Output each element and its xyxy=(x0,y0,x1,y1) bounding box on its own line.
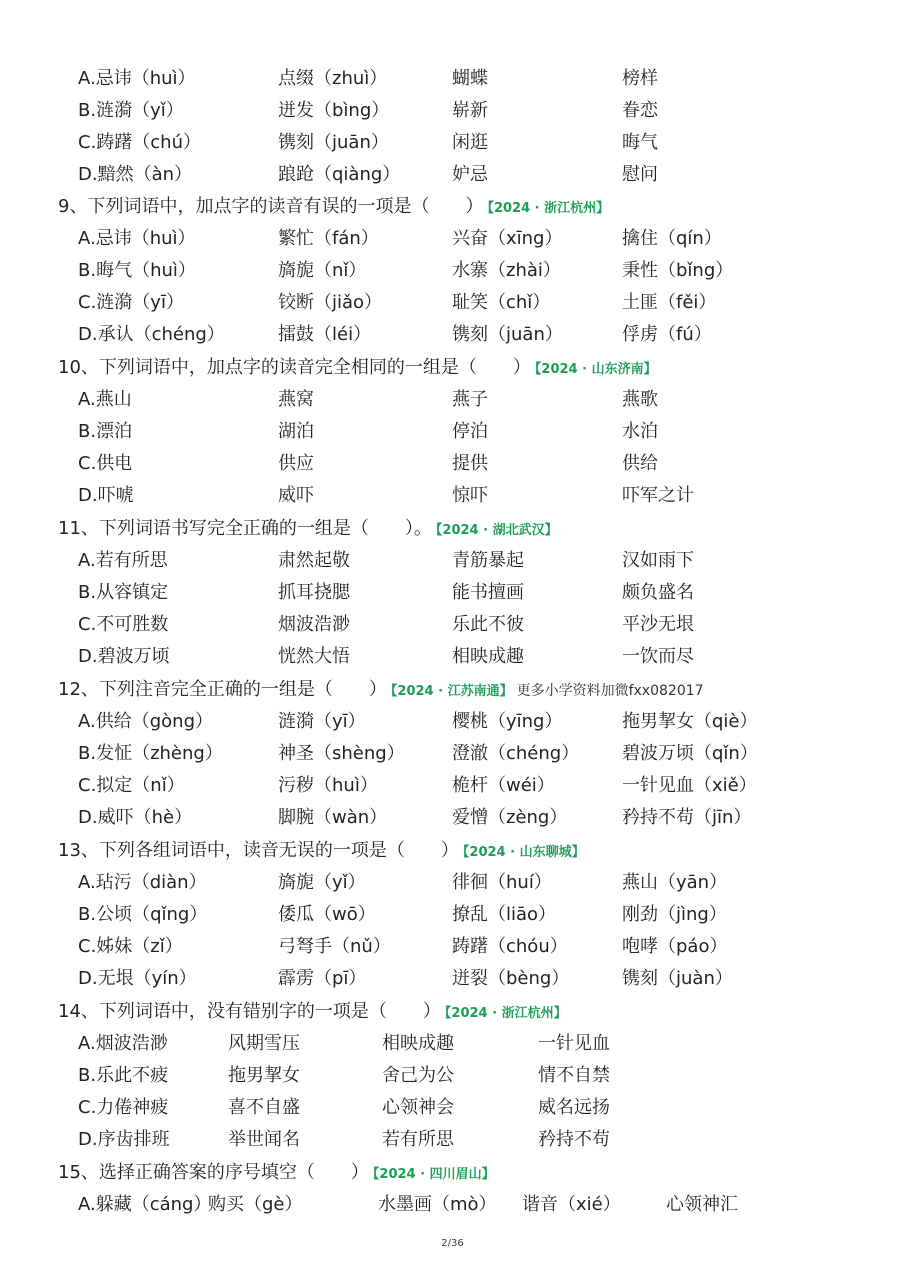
option-label-cell: B.从容镇定 xyxy=(78,582,169,603)
page-number: 2/36 xyxy=(441,1238,464,1249)
word-cell: 燕窝 xyxy=(278,389,314,410)
option-label-cell: A.忌讳（huì） xyxy=(78,68,196,89)
option-label-cell: D.威吓（hè） xyxy=(78,807,193,828)
question-text: 13、下列各组词语中，读音无误的一项是（ ） xyxy=(58,840,459,861)
word-cell: 擒住（qín） xyxy=(622,228,722,249)
source-tag: 【2024 · 四川眉山】 xyxy=(372,1167,495,1182)
word-cell: 澄澈（chéng） xyxy=(452,743,580,764)
word-cell: 土匪（fěi） xyxy=(622,292,717,313)
question-text: 12、下列注音完全正确的一组是（ ） xyxy=(58,679,387,700)
word-cell: 燕山（yān） xyxy=(622,872,728,893)
word-cell: 一针见血（xiě） xyxy=(622,775,757,796)
option-label-cell: A.若有所思 xyxy=(78,550,168,571)
option-row xyxy=(0,223,905,255)
word-cell: 情不自禁 xyxy=(538,1065,610,1086)
word-cell: 涟漪（yī） xyxy=(278,711,366,732)
option-label-cell: B.公顷（qǐng） xyxy=(78,904,208,925)
option-row xyxy=(0,319,905,351)
question-wrap xyxy=(58,996,567,1030)
option-row xyxy=(0,255,905,287)
question-line xyxy=(0,1157,905,1189)
word-cell: 一针见血 xyxy=(538,1033,610,1054)
source-tag: 【2024 · 湖北武汉】 xyxy=(435,523,558,538)
question-line xyxy=(0,513,905,545)
word-cell: 镌刻（juān） xyxy=(452,324,563,345)
option-label-cell: A.玷污（diàn） xyxy=(78,872,207,893)
option-label-cell: D.黯然（àn） xyxy=(78,164,193,185)
word-cell: 一饮而尽 xyxy=(622,646,694,667)
option-label-cell: C.踌躇（chú） xyxy=(78,132,202,153)
option-label-cell: B.涟漪（yǐ） xyxy=(78,100,184,121)
word-cell: 威吓 xyxy=(278,485,314,506)
option-row xyxy=(0,545,905,577)
question-wrap xyxy=(58,352,657,386)
word-cell: 繁忙（fán） xyxy=(278,228,379,249)
word-cell: 水泊 xyxy=(622,421,658,442)
word-cell: 榜样 xyxy=(622,68,658,89)
question-wrap xyxy=(58,674,704,708)
option-label-cell: B.乐此不疲 xyxy=(78,1065,169,1086)
option-row xyxy=(0,416,905,448)
word-cell: 擂鼓（léi） xyxy=(278,324,372,345)
word-cell: 水墨画（mò） xyxy=(378,1194,497,1215)
option-label-cell: A.供给（gòng） xyxy=(78,711,213,732)
option-row xyxy=(0,931,905,963)
option-label-cell: C.姊妹（zǐ） xyxy=(78,936,183,957)
option-row xyxy=(0,63,905,95)
word-cell: 汉如雨下 xyxy=(622,550,694,571)
option-label-cell: B.发怔（zhèng） xyxy=(78,743,223,764)
source-tag: 【2024 · 浙江杭州】 xyxy=(444,1006,567,1021)
option-label-cell: D.序齿排班 xyxy=(78,1129,170,1150)
option-row xyxy=(0,1189,905,1221)
option-label-cell: B.漂泊 xyxy=(78,421,133,442)
option-row xyxy=(0,899,905,931)
option-row xyxy=(0,448,905,480)
option-label-cell: A.燕山 xyxy=(78,389,132,410)
option-row xyxy=(0,159,905,191)
option-label-cell: C.力倦神疲 xyxy=(78,1097,169,1118)
word-cell: 闲逛 xyxy=(452,132,488,153)
option-row xyxy=(0,963,905,995)
word-cell: 能书擅画 xyxy=(452,582,524,603)
word-cell: 兴奋（xīng） xyxy=(452,228,563,249)
word-cell: 恍然大悟 xyxy=(278,646,350,667)
word-cell: 肃然起敬 xyxy=(278,550,350,571)
option-label-cell: D.碧波万顷 xyxy=(78,646,170,667)
option-row xyxy=(0,1028,905,1060)
word-cell: 俘虏（fú） xyxy=(622,324,712,345)
word-cell: 平沙无垠 xyxy=(622,614,694,635)
word-cell: 爱憎（zèng） xyxy=(452,807,568,828)
word-cell: 矜持不苟（jīn） xyxy=(622,807,752,828)
word-cell: 抓耳挠腮 xyxy=(278,582,350,603)
word-cell: 颇负盛名 xyxy=(622,582,694,603)
word-cell: 慰问 xyxy=(622,164,658,185)
word-cell: 踌躇（chóu） xyxy=(452,936,568,957)
option-row xyxy=(0,641,905,673)
word-cell: 旖旎（yǐ） xyxy=(278,872,366,893)
option-row xyxy=(0,384,905,416)
source-tag: 【2024 · 江苏南通】 xyxy=(390,684,513,699)
question-text: 15、选择正确答案的序号填空（ ） xyxy=(58,1162,369,1183)
option-row xyxy=(0,738,905,770)
word-cell: 烟波浩渺 xyxy=(278,614,350,635)
question-wrap xyxy=(58,1157,495,1191)
word-cell: 喜不自盛 xyxy=(228,1097,300,1118)
question-wrap xyxy=(58,835,585,869)
word-cell: 妒忌 xyxy=(452,164,488,185)
word-cell: 吓军之计 xyxy=(622,485,694,506)
option-label-cell: A.忌讳（huì） xyxy=(78,228,196,249)
question-text: 9、下列词语中，加点字的读音有误的一项是（ ） xyxy=(58,196,484,217)
word-cell: 徘徊（huí） xyxy=(452,872,552,893)
word-cell: 风期雪压 xyxy=(228,1033,300,1054)
option-row xyxy=(0,802,905,834)
word-cell: 燕子 xyxy=(452,389,488,410)
word-cell: 秉性（bǐng） xyxy=(622,260,734,281)
word-cell: 眷恋 xyxy=(622,100,658,121)
word-cell: 供应 xyxy=(278,453,314,474)
word-cell: 燕歌 xyxy=(622,389,658,410)
option-label-cell: D.承认（chéng） xyxy=(78,324,225,345)
option-label-cell: C.供电 xyxy=(78,453,133,474)
word-cell: 拖男挈女 xyxy=(228,1065,300,1086)
option-row xyxy=(0,1060,905,1092)
word-cell: 晦气 xyxy=(622,132,658,153)
word-cell: 刚劲（jìng） xyxy=(622,904,727,925)
word-cell: 相映成趣 xyxy=(382,1033,454,1054)
option-label-cell: D.吓唬 xyxy=(78,485,134,506)
option-label-cell: A.烟波浩渺 xyxy=(78,1033,168,1054)
word-cell: 倭瓜（wō） xyxy=(278,904,376,925)
word-cell: 青筋暴起 xyxy=(452,550,524,571)
word-cell: 迸裂（bèng） xyxy=(452,968,570,989)
option-row xyxy=(0,577,905,609)
option-label-cell: C.不可胜数 xyxy=(78,614,169,635)
word-cell: 谐音（xié） xyxy=(522,1194,621,1215)
word-cell: 购买（gè） xyxy=(208,1194,303,1215)
source-tag: 【2024 · 山东济南】 xyxy=(534,362,657,377)
question-line xyxy=(0,191,905,223)
question-line xyxy=(0,352,905,384)
word-cell: 霹雳（pī） xyxy=(278,968,367,989)
word-cell: 举世闻名 xyxy=(228,1129,300,1150)
word-cell: 咆哮（páo） xyxy=(622,936,728,957)
word-cell: 铰断（jiǎo） xyxy=(278,292,383,313)
question-wrap xyxy=(58,513,558,547)
option-row xyxy=(0,287,905,319)
word-cell: 点缀（zhuì） xyxy=(278,68,388,89)
word-cell: 供给 xyxy=(622,453,658,474)
word-cell: 碧波万顷（qǐn） xyxy=(622,743,758,764)
option-row xyxy=(0,867,905,899)
option-label-cell: D.无垠（yín） xyxy=(78,968,197,989)
word-cell: 惊吓 xyxy=(452,485,488,506)
question-text: 11、下列词语书写完全正确的一组是（ ）。 xyxy=(58,518,432,539)
option-row xyxy=(0,95,905,127)
word-cell: 污秽（huì） xyxy=(278,775,378,796)
option-row xyxy=(0,609,905,641)
word-cell: 矜持不苟 xyxy=(538,1129,610,1150)
word-cell: 镌刻（juān） xyxy=(278,132,389,153)
word-cell: 水寨（zhài） xyxy=(452,260,561,281)
word-cell: 迸发（bìng） xyxy=(278,100,390,121)
word-cell: 樱桃（yīng） xyxy=(452,711,563,732)
word-cell: 提供 xyxy=(452,453,488,474)
option-label-cell: B.晦气（huì） xyxy=(78,260,196,281)
word-cell: 脚腕（wàn） xyxy=(278,807,388,828)
word-cell: 相映成趣 xyxy=(452,646,524,667)
word-cell: 崭新 xyxy=(452,100,488,121)
word-cell: 撩乱（liāo） xyxy=(452,904,557,925)
source-tag: 【2024 · 浙江杭州】 xyxy=(487,201,610,216)
word-cell: 拖男挈女（qiè） xyxy=(622,711,758,732)
word-cell: 若有所思 xyxy=(382,1129,454,1150)
word-cell: 乐此不彼 xyxy=(452,614,524,635)
option-label-cell: C.涟漪（yī） xyxy=(78,292,184,313)
word-cell: 蝴蝶 xyxy=(452,68,488,89)
option-row xyxy=(0,1124,905,1156)
watermark-note: 更多小学资料加微fxx082017 xyxy=(516,683,704,699)
question-wrap xyxy=(58,191,609,225)
word-cell: 踉跄（qiàng） xyxy=(278,164,401,185)
word-cell: 心领神汇 xyxy=(666,1194,738,1215)
word-cell: 停泊 xyxy=(452,421,488,442)
word-cell: 旖旎（nǐ） xyxy=(278,260,367,281)
word-cell: 心领神会 xyxy=(382,1097,454,1118)
word-cell: 威名远扬 xyxy=(538,1097,610,1118)
option-label-cell: A.躲藏（cáng） xyxy=(78,1194,212,1215)
word-cell: 神圣（shèng） xyxy=(278,743,405,764)
option-row xyxy=(0,1092,905,1124)
option-row xyxy=(0,480,905,512)
question-line xyxy=(0,674,905,706)
question-line xyxy=(0,996,905,1028)
option-row xyxy=(0,127,905,159)
question-line xyxy=(0,835,905,867)
word-cell: 舍己为公 xyxy=(382,1065,454,1086)
source-tag: 【2024 · 山东聊城】 xyxy=(462,845,585,860)
question-text: 10、下列词语中，加点字的读音完全相同的一组是（ ） xyxy=(58,357,531,378)
word-cell: 镌刻（juàn） xyxy=(622,968,733,989)
word-cell: 桅杆（wéi） xyxy=(452,775,555,796)
option-row xyxy=(0,770,905,802)
option-label-cell: C.拟定（nǐ） xyxy=(78,775,185,796)
word-cell: 湖泊 xyxy=(278,421,314,442)
word-cell: 耻笑（chǐ） xyxy=(452,292,551,313)
question-text: 14、下列词语中，没有错别字的一项是（ ） xyxy=(58,1001,441,1022)
word-cell: 弓弩手（nǔ） xyxy=(278,936,391,957)
option-row xyxy=(0,706,905,738)
